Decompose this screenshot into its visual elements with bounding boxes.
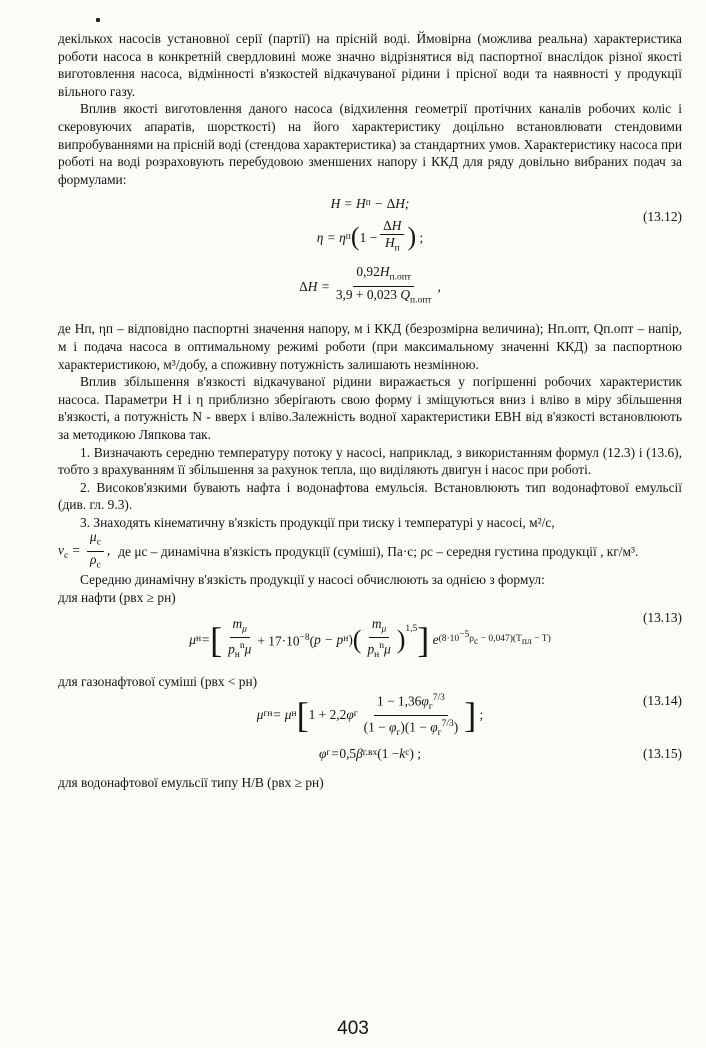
- paragraph-9: Середню динамічну в'язкість продукції у насосі обчислюють за однією з формул:: [80, 572, 545, 588]
- paragraph-1: декількох насосів установної серії (партії) на прісній воді. Ймовірна (можлива реальна) характеристика роботи насоса в конкретній свердловині може значно відрізнятися від паспортної внаслідок різної якості виготовлення насоса, відмінності в'язкостей відкачуваної рідини і прісної води та наявності у продукції вільного газу.: [58, 31, 682, 99]
- ink-speck: [96, 18, 100, 22]
- paragraph-8: де μс – динамічна в'язкість продукції (суміші), Па·с; ρс – середня густина продукції , кг/м³.: [118, 543, 639, 559]
- paragraph-2: Вплив якості виготовлення даного насоса (відхилення геометрії протічних каналів робочих коліс і скеровуючих апаратів, шорсткості) на його характеристику доцільно встановлювати стендовими випробуваннями на прісній воді (стендова характеристика) за стандартних умов. Характеристику насоса при роботі на воді розраховують перебудовою зменшених напору і ККД для ряду довільно вибраних подач за формулами:: [58, 101, 682, 187]
- equation-efficiency: η = η п ( 1 − $\frac{\Delta H}{H_п}$ ) ; (13.12): [316, 209, 682, 254]
- paragraph-12: для водонафтової емульсії типу Н/В (pвх ≥ pн): [58, 775, 324, 791]
- equation-number-13-13: (13.13): [642, 609, 682, 625]
- kinematic-viscosity-line: [58, 531, 682, 571]
- equation-13-13: μ н = [ $\frac{m_\mu}{p_н^n\mu}$ + $17\cdot 10^{-8}$( p − p н ) ( $\frac{m_\mu}{p_н^n\mu}$ ) $^{1,5}$ ] e $(8\cdot 10^{-5}\rho_с - 0,047)(T_{пл} - T)$ (13.13): [189, 609, 682, 661]
- paragraph-4: Вплив збільшення в'язкості відкачуваної рідини виражається у погіршенні робочих характеристик насоса. Параметри H і η приблизно зберігають свою форму і зміщуються вниз і вліво в міру збільшення в'язкості, а потужність N - вверх і вліво.Залежність водної характеристики ЕВН від в'язкості встановлюють за методикою Ляпкова так.: [58, 374, 682, 442]
- paragraph-5: 1. Визначають середню температуру потоку у насосі, наприклад, з використанням формул (12.3) і (13.6), тобто з врахуванням її збільшення за рахунок тепла, що виділяють двигун і насос при роботі.: [58, 444, 682, 478]
- paragraph-6: 2. Високов'язкими бувають нафта і водонафтова емульсія. Встановлюють тип водонафтової емульсії (див. гл. 9.3).: [58, 479, 682, 513]
- equation-number-13-12: (13.12): [642, 209, 682, 225]
- equation-kinematic-viscosity: $\nu_с$ = $\frac{\mu_с}{\rho_с}$ ,: [58, 529, 111, 571]
- equation-head-loss: H = H п − Δ H;: [330, 195, 410, 211]
- paragraph-11: для газонафтової суміші (pвх < pн): [58, 673, 258, 689]
- equation-13-14: μ гн = μ н [ 1 + 2,2 φ г $\frac{1 - 1,36\varphi_г^{7/3}}{(1 - \varphi_г)(1 - \varphi_г^{7/3})}$ ] ; (13.14): [58, 690, 682, 740]
- paragraph-3: де Hп, ηп – відповідно паспортні значення напору, м і ККД (безрозмірна величина); Hп.опт, Qп.опт – напір, м і подача насоса в оптимальному режимі роботи (при максимальному значенні ККД) за паспортною характеристикою, м³/добу, а споживну потужність залишають незмінною.: [58, 321, 682, 372]
- equation-number-13-14: (13.14): [642, 693, 682, 709]
- page-number: 403: [337, 1018, 369, 1039]
- equation-delta-h: Δ H = $\frac{0,92H_{п.опт}}{3,9 + 0,023 Q_{п.опт}}$ ,: [299, 264, 441, 306]
- page-body: [58, 30, 682, 792]
- equation-number-13-15: (13.15): [642, 746, 682, 762]
- equation-group-13-12: [58, 192, 682, 320]
- equation-13-15: φ г = 0,5 β г.вх (1 − k с ) ; (13.15): [319, 746, 682, 762]
- paragraph-7: 3. Знаходять кінематичну в'язкість продукції при тиску і температурі у насосі, м²/с,: [80, 514, 555, 530]
- paragraph-10: для нафти (pвх ≥ pн): [58, 590, 176, 606]
